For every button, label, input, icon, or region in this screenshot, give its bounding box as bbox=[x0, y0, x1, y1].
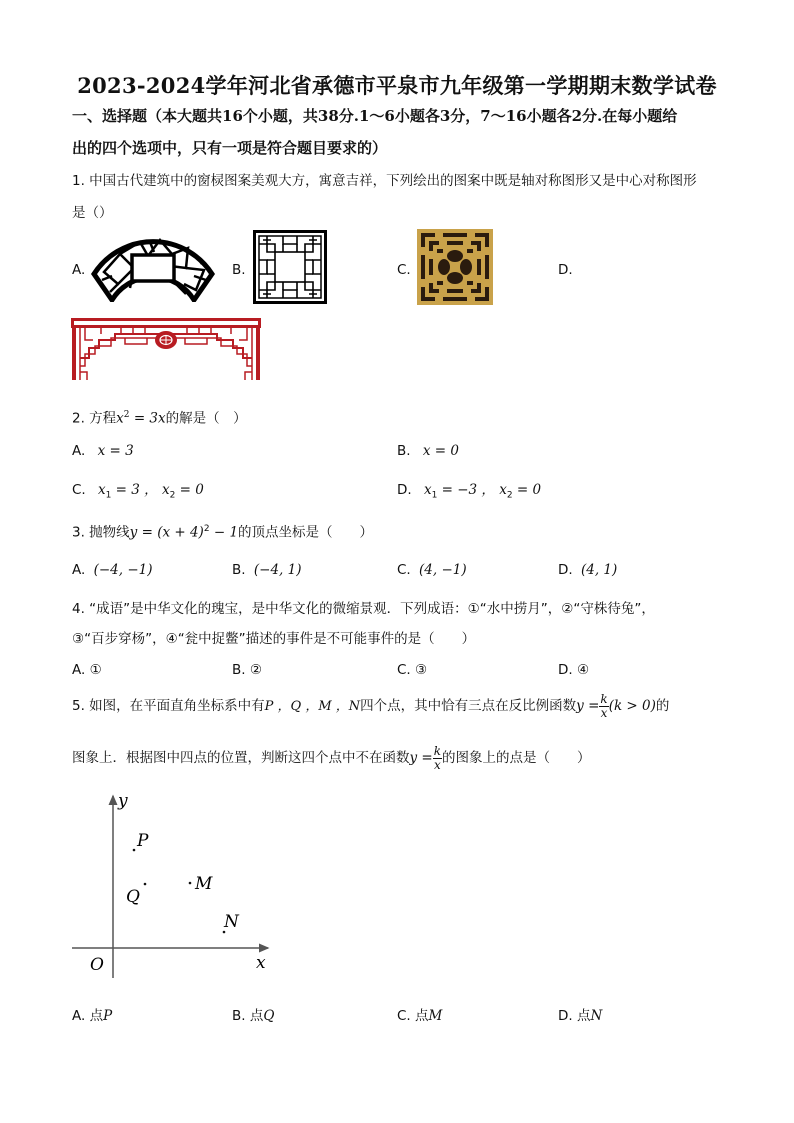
q5-line1-a: 5. 如图，在平面直角坐标系中有 bbox=[72, 698, 265, 714]
q3-expr2: − 1 bbox=[209, 524, 239, 541]
q5-option-c-point: M bbox=[428, 1008, 443, 1024]
q2-option-c-x1: x bbox=[98, 482, 106, 498]
q4-stem-line1: 4. “成语”是中华文化的瑰宝，是中华文化的微缩景观．下列成语：①“水中捞月”，②“守株待兔”， bbox=[72, 601, 655, 617]
origin-label: O bbox=[90, 955, 104, 975]
q2-option-a bbox=[72, 443, 134, 459]
q5-points-list: P ，Q ，M ，N bbox=[264, 699, 361, 714]
q3-option-d bbox=[558, 562, 617, 578]
q1-option-c-image bbox=[417, 229, 493, 305]
q1-option-a-image bbox=[90, 232, 216, 302]
q3-expr1: y = (x + 4) bbox=[129, 524, 204, 541]
q4-option-b: B. ② bbox=[232, 662, 262, 678]
q2-option-c-label: C. bbox=[72, 482, 86, 498]
q1-stem-line2: 是（） bbox=[72, 205, 113, 221]
q5-line2-a: 图象上．根据图中四点的位置，判断这四个点中不在函数 bbox=[72, 750, 410, 766]
q2-option-c-sub1: 1 bbox=[105, 490, 112, 501]
q2-eq-sup: 2 bbox=[123, 410, 130, 420]
q2-option-b bbox=[397, 443, 459, 459]
q5-option-a-point: P bbox=[103, 1008, 113, 1024]
q3-stem bbox=[72, 516, 732, 547]
q1-option-b-image bbox=[253, 230, 327, 304]
q2-eq-x: x bbox=[116, 410, 124, 427]
q3-option-d-text: (4, 1) bbox=[580, 562, 618, 578]
q3-prefix: 3. 抛物线 bbox=[72, 524, 130, 541]
point-q bbox=[144, 883, 147, 886]
q3-option-b-text: (−4, 1) bbox=[253, 562, 302, 578]
q5-option-a bbox=[72, 1004, 112, 1024]
q5-fraction bbox=[599, 693, 608, 720]
q3-option-a-text: (−4, −1) bbox=[93, 562, 153, 578]
q4-option-c: C. ③ bbox=[397, 662, 428, 678]
q1-option-b-label: B. bbox=[232, 262, 246, 278]
q2-option-d-sub2: 2 bbox=[506, 490, 513, 501]
q5-option-c-label: C. 点 bbox=[397, 1008, 429, 1024]
point-p-label: P bbox=[137, 831, 149, 851]
q2-suffix: 的解是（ ） bbox=[165, 410, 247, 427]
q2-option-c-x2: x bbox=[161, 482, 170, 498]
q3-option-d-label: D. bbox=[558, 562, 573, 578]
q2-option-d-label: D. bbox=[397, 482, 412, 498]
q1-option-d-image bbox=[71, 318, 261, 382]
q2-option-d-sub1: 1 bbox=[431, 490, 438, 501]
q3-option-c bbox=[397, 562, 467, 578]
point-m bbox=[189, 882, 192, 885]
q5-fraction-2 bbox=[433, 745, 442, 772]
q5-line1-b: 四个点，其中恰有三点在反比例函数 bbox=[360, 698, 577, 714]
q5-line1-c: 的 bbox=[655, 698, 670, 714]
q2-option-d-x2: x bbox=[499, 482, 507, 498]
q3-option-b bbox=[232, 562, 301, 578]
q2-eq-rhs: = 3x bbox=[129, 410, 166, 427]
q3-option-c-label: C. bbox=[397, 562, 411, 578]
q5-stem-line1 bbox=[72, 692, 732, 721]
q5-option-c bbox=[397, 1004, 442, 1024]
q4-option-a: A. ① bbox=[72, 662, 102, 678]
q1-option-a-label: A. bbox=[72, 262, 86, 278]
q2-option-c bbox=[72, 478, 204, 501]
q3-option-b-label: B. bbox=[232, 562, 246, 578]
q5-line2-b: 的图象上的点是（ ） bbox=[442, 750, 591, 766]
q5-frac-den: x bbox=[600, 705, 608, 720]
q3-suffix: 的顶点坐标是（ ） bbox=[238, 524, 374, 541]
q2-option-d-x1: x bbox=[423, 482, 432, 498]
q5-option-b-point: Q bbox=[263, 1008, 275, 1024]
point-p bbox=[133, 849, 136, 852]
q2-option-d-val2: = 0 bbox=[512, 482, 542, 498]
q2-option-a-text: x = 3 bbox=[97, 443, 134, 459]
q1-stem-line1: 1. 中国古代建筑中的窗棂图案美观大方，寓意吉祥，下列绘出的图案中既是轴对称图形又是中心对称图形 bbox=[72, 173, 697, 189]
q5-option-d bbox=[558, 1004, 602, 1024]
q3-option-a-label: A. bbox=[72, 562, 86, 578]
q5-option-b-label: B. 点 bbox=[232, 1008, 264, 1024]
q2-option-b-text: x = 0 bbox=[422, 443, 459, 459]
q5-option-d-point: N bbox=[590, 1008, 603, 1024]
page-title: 2023-2024学年河北省承德市平泉市九年级第一学期期末数学试卷 bbox=[77, 73, 717, 98]
q3-sup: 2 bbox=[203, 524, 210, 534]
q2-prefix: 2. 方程 bbox=[72, 410, 117, 427]
q2-option-b-label: B. bbox=[397, 443, 411, 459]
q5-func-y: y = bbox=[576, 698, 600, 714]
q5-frac-den-2: x bbox=[433, 757, 441, 772]
section-heading-line2: 出的四个选项中，只有一项是符合题目要求的） bbox=[72, 139, 388, 157]
q5-stem-line2 bbox=[72, 744, 732, 772]
y-axis-label: y bbox=[118, 791, 128, 811]
q5-frac-num-2: k bbox=[433, 743, 442, 758]
q2-option-c-sub2: 2 bbox=[169, 490, 176, 501]
q5-option-d-label: D. 点 bbox=[558, 1008, 591, 1024]
q2-option-c-val1: = 3 ， bbox=[111, 482, 158, 498]
q5-coordinate-graph bbox=[66, 788, 286, 978]
point-q-label: Q bbox=[126, 887, 140, 907]
q3-option-a bbox=[72, 562, 153, 578]
section-heading-line1: 一、选择题（本大题共16个小题，共38分.1～6小题各3分，7～16小题各2分.在每小题给 bbox=[72, 107, 678, 125]
q2-option-d bbox=[397, 478, 541, 501]
q2-option-d-val1: = −3 ， bbox=[437, 482, 495, 498]
q5-frac-num: k bbox=[600, 691, 608, 706]
q4-stem-line2: ③“百步穿杨”，④“瓮中捉鳖”描述的事件是不可能事件的是（ ） bbox=[72, 631, 476, 647]
point-m-label: M bbox=[195, 874, 213, 894]
q1-option-d-label: D. bbox=[558, 262, 573, 278]
point-n-label: N bbox=[224, 912, 239, 932]
x-axis-label: x bbox=[256, 953, 266, 973]
q4-option-d: D. ④ bbox=[558, 662, 590, 678]
q1-option-c-label: C. bbox=[397, 262, 411, 278]
q5-condition: (k > 0) bbox=[608, 698, 656, 714]
q2-stem bbox=[72, 402, 732, 433]
q5-option-b bbox=[232, 1004, 274, 1024]
q2-option-c-val2: = 0 bbox=[175, 482, 204, 498]
q3-option-c-text: (4, −1) bbox=[419, 562, 467, 578]
q2-option-a-label: A. bbox=[72, 443, 86, 459]
q5-func-y-2: y = bbox=[409, 750, 433, 766]
q5-option-a-label: A. 点 bbox=[72, 1008, 104, 1024]
